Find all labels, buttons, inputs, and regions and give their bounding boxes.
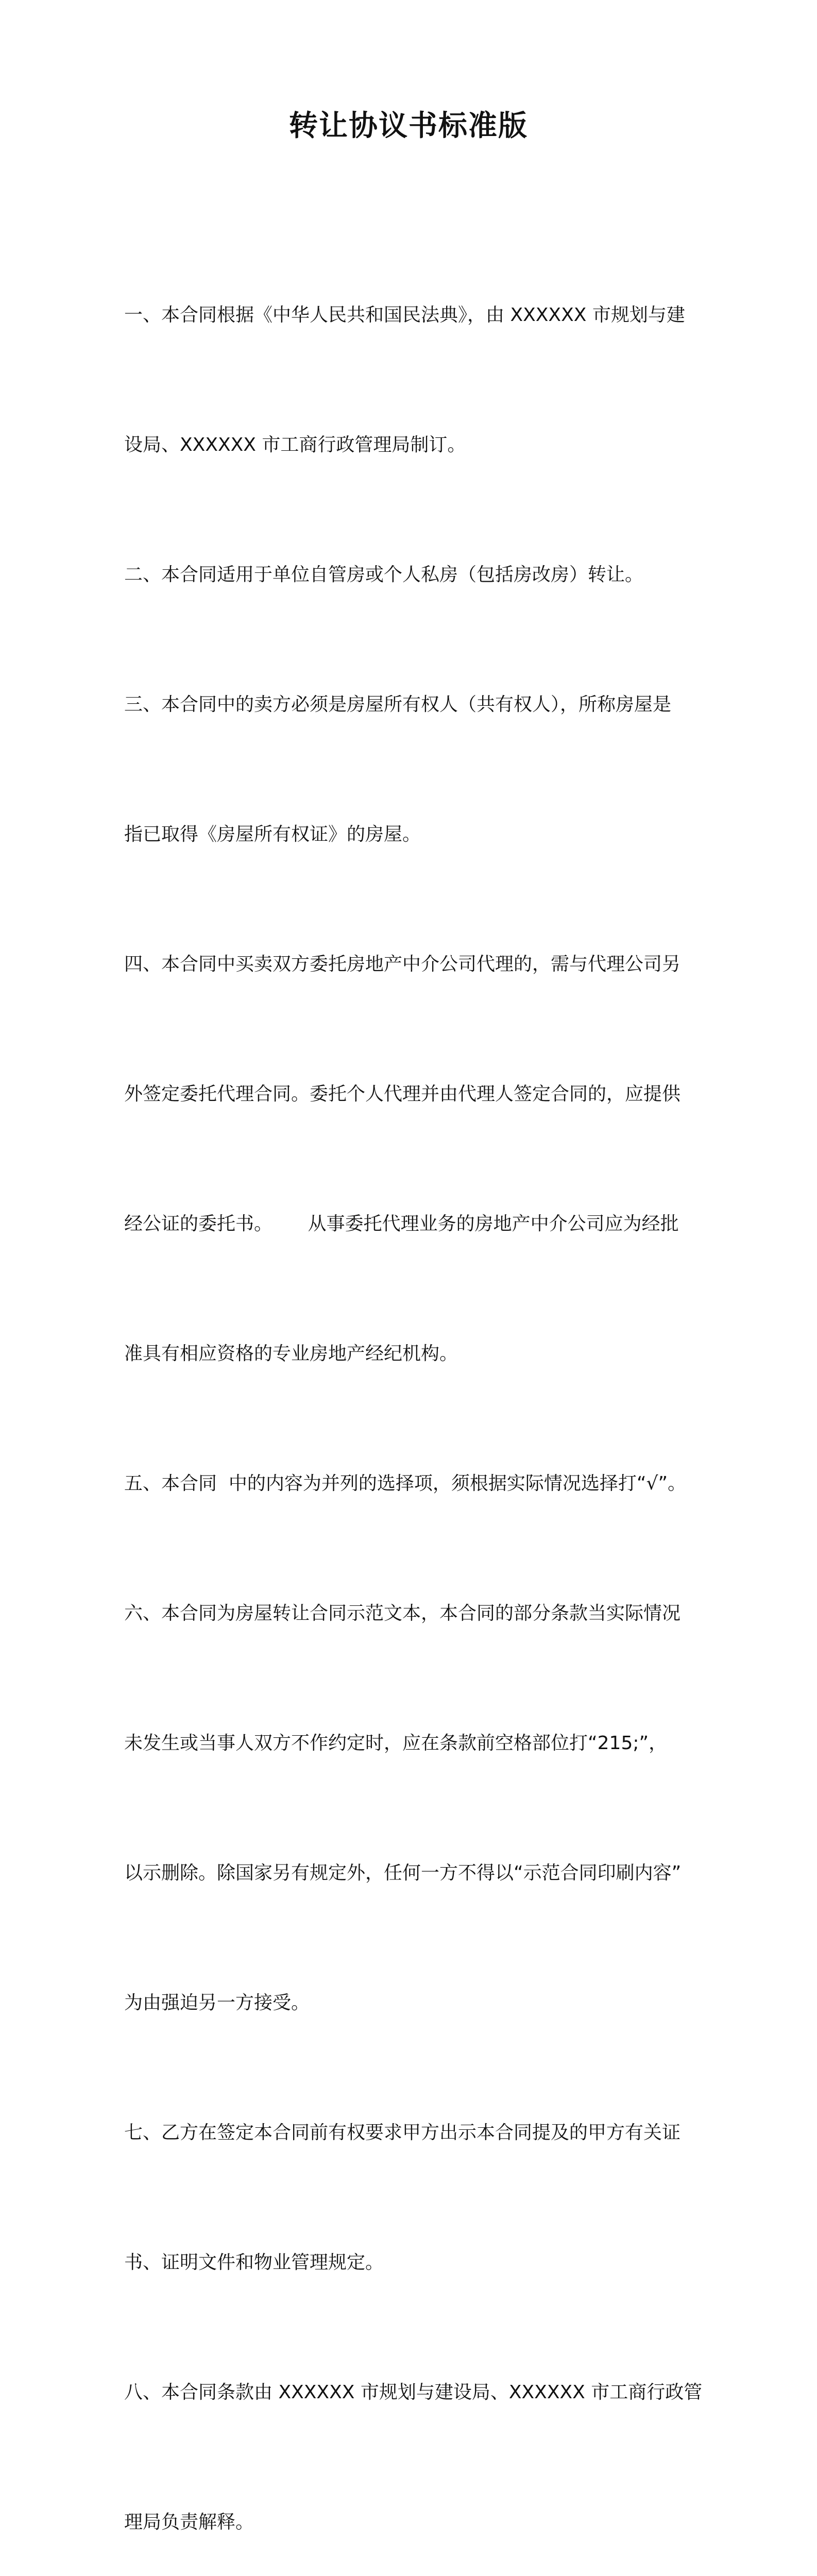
body-line: 未发生或当事人双方不作约定时，应在条款前空格部位打“215;”， [124,1733,668,1754]
body-line: 理局负责解释。 [124,2512,254,2533]
document-title: 转让协议书标准版 [289,109,528,143]
body-line: 二、本合同适用于单位自管房或个人私房（包括房改房）转让。 [124,564,644,585]
body-line: 指已取得《房屋所有权证》的房屋。 [124,824,421,845]
document-body [124,207,701,2576]
body-line: 四、本合同中买卖双方委托房地产中介公司代理的，需与代理公司另 [124,954,681,975]
body-line: 六、本合同为房屋转让合同示范文本，本合同的部分条款当实际情况 [124,1603,681,1624]
body-line: 以示删除。除国家另有规定外，任何一方不得以“示范合同印刷内容” [124,1862,682,1884]
body-line: 经公证的委托书。 从事委托代理业务的房地产中介公司应为经批 [124,1213,679,1234]
body-line: 书、证明文件和物业管理规定。 [124,2252,384,2273]
body-line: 外签定委托代理合同。委托个人代理并由代理人签定合同的，应提供 [124,1083,681,1105]
body-line: 为由强迫另一方接受。 [124,1992,310,2013]
body-line: 准具有相应资格的专业房地产经纪机构。 [124,1343,458,1364]
body-line: 三、本合同中的卖方必须是房屋所有权人（共有权人），所称房屋是 [124,694,672,715]
body-line: 设局、XXXXXX 市工商行政管理局制订。 [124,434,466,455]
body-line: 七、乙方在签定本合同前有权要求甲方出示本合同提及的甲方有关证 [124,2122,681,2143]
body-line: 五、本合同 中的内容为并列的选择项，须根据实际情况选择打“√”。 [124,1473,687,1494]
body-line: 一、本合同根据《中华人民共和国民法典》，由 XXXXXX 市规划与建 [124,304,685,326]
body-line: 八、本合同条款由 XXXXXX 市规划与建设局、XXXXXX 市工商行政管 [124,2382,703,2403]
